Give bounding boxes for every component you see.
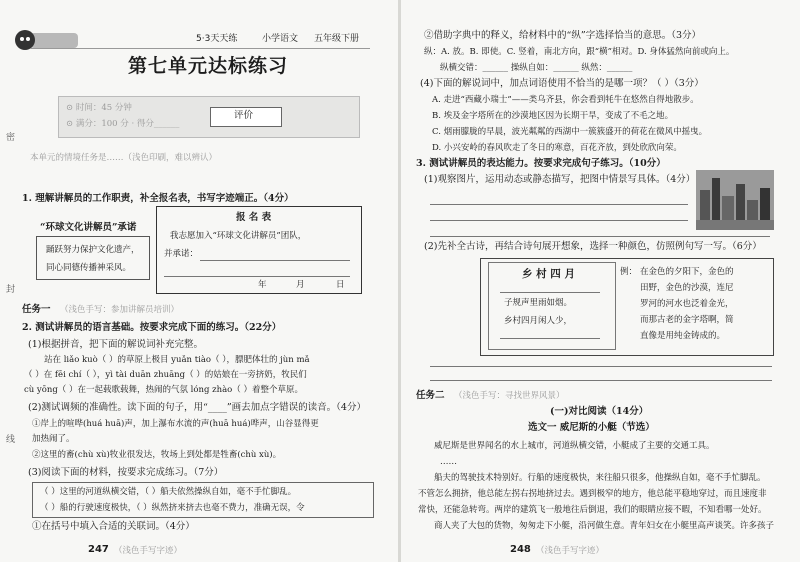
r-question-3: 3. 测试讲解员的表达能力。按要求完成句子练习。（10分） [416, 158, 666, 169]
question-2-2: (2)测试调频的准确性。读下面的句子，用“____”画去加点字错误的读音。（4分） [28, 402, 366, 413]
header-rule [30, 48, 370, 49]
right-page-number: 248 [510, 544, 531, 555]
example-line-3: 罗河的河水也泛着金光， [640, 299, 734, 309]
example-line-2: 田野，金色的沙漠，连尼 [640, 283, 734, 293]
question-2-1: (1)根据拼音，把下面的解说词补充完整。 [28, 339, 203, 350]
promise-line1: 踊跃努力保护文化遗产， [46, 245, 140, 255]
left-page-number: 247 [88, 544, 109, 555]
material-line-1: （ ）这里的河道纵横交错，（ ）船夫依然操纵自如，毫不手忙脚乱。 [40, 487, 297, 497]
poem-line-2: 乡村四月闲人少， [504, 316, 573, 326]
r-option-d: D. 小兴安岭的春风吹走了冬日的寒意，百花齐放，到处欣欣向荣。 [432, 143, 682, 153]
answer-line-1 [430, 204, 688, 205]
sentence-2: ②这里的畜(chù xù)牧业很发达，牧场上到处都是牲畜(chù xù)。 [32, 450, 282, 460]
example-label: 例： [620, 267, 638, 277]
page-title: 第七单元达标练习 [128, 55, 289, 77]
passage-ellipsis: …… [440, 457, 457, 467]
right-page [400, 0, 800, 562]
r-definitions: 纵：A. 放。B. 即使。C. 竖着，南北方向，跟“横”相对。D. 身体猛然向前或向上。 [424, 47, 735, 57]
example-line-4: 而那古老的金字塔啊，简 [640, 315, 734, 325]
answer-line-4 [430, 366, 772, 367]
r-option-b: B. 埃及金字塔所在的沙漠地区因为长期干旱，变成了不毛之地。 [432, 111, 674, 121]
poem-title: 乡 村 四 月 [522, 268, 575, 280]
task1-label: 任务一 [22, 304, 51, 315]
poem-line-1: 子规声里雨如烟。 [504, 298, 573, 308]
score-label: 评价 [234, 110, 254, 121]
header-grade: 五年级下册 [314, 34, 360, 44]
passage-par-4: 常快，还能急转弯。两岸的建筑飞一般地往后倒退，我们的眼睛应接不暇，不知看哪一处好。 [418, 505, 767, 515]
margin-mark-2: 封 [6, 285, 16, 295]
pinyin-line-2: （ ）在 fēi chí（ ），yì tài duān zhuāng（ ）的姑娘在一旁挤奶，牧民们 [24, 370, 307, 380]
answer-line-5 [430, 380, 772, 381]
form-blank-1 [200, 260, 350, 261]
pinyin-line-1: 站在 liǎo kuò（ ）的草原上极目 yuǎn tiào（ ），膘肥体壮的 jùn mǎ [44, 355, 310, 365]
task2-label: 任务二 [416, 390, 445, 401]
sentence-1: ①岸上的喧哗(huá huā)声，加上瀑布水流的声(huā huá)哗声，山谷显得更 [32, 419, 319, 429]
question-1: 1. 理解讲解员的工作职责，补全报名表，书写字迹端正。（4分） [22, 193, 294, 204]
poem-blank [500, 292, 600, 293]
r-blanks: 纵横交错：______ 操纵自如：______ 纵然：______ [440, 63, 633, 73]
answer-line-2 [430, 220, 688, 221]
city-photo-image [696, 170, 774, 230]
poem-blank-2 [500, 338, 600, 339]
question-2-3: (3)阅读下面的材料，按要求完成练习。（7分） [28, 467, 224, 478]
meta-score: ⊙ 满分：100 分 · 得分______ [66, 119, 180, 129]
form-day: 日 [336, 280, 345, 290]
form-month: 月 [296, 280, 305, 290]
intro-text: 本单元的情境任务是……（浅色印刷，难以辨认） [30, 153, 218, 163]
margin-mark: 密 [6, 133, 16, 143]
form-blank-2 [164, 276, 350, 277]
task2-subtitle: （浅色手写：寻找世界风景） [454, 391, 565, 401]
r-question-3-1: (1)观察图片，运用动态或静态描写，把图中情景写具体。（4分） [424, 174, 696, 185]
r-option-c: C. 烟雨朦胧的早晨，波光粼粼的西湖中一簇簇盛开的荷花在微风中摇曳。 [432, 127, 708, 137]
question-2: 2. 测试讲解员的语言基础。按要求完成下面的练习。（22分） [22, 322, 282, 333]
meta-time: ⊙ 时间：45 分钟 [66, 103, 132, 113]
pinyin-line-3: cù yōng（ ）在一起载歌载舞，热闹的气氛 lóng zhào（ ）着整个草原。 [24, 385, 303, 395]
sentence-1b: 加热闹了。 [32, 434, 75, 444]
promise-line2: 同心同德传播神采风。 [46, 263, 132, 273]
margin-mark-3: 线 [6, 435, 16, 445]
passage-par-1: 威尼斯是世界闻名的水上城市，河道纵横交错，小艇成了主要的交通工具。 [434, 441, 715, 451]
form-title: 报 名 表 [236, 212, 272, 223]
header-subject: 小学语文 [262, 34, 299, 44]
form-line2: 并承诺： [164, 249, 199, 259]
example-line-1: 在金色的夕阳下，金色的 [640, 267, 734, 277]
passage-par-3: 不管怎么拥挤，他总能左拐右拐地挤过去。遇到极窄的地方，他总能平稳地穿过，而且速度非 [418, 489, 767, 499]
form-year: 年 [258, 280, 267, 290]
header-brand: 5·3天天练 [196, 34, 238, 44]
material-line-2: （ ）船的行驶速度极快，（ ）纵然挤来挤去也毫不费力，准确无误，令 [40, 503, 305, 513]
selection-title: 选文一 威尼斯的小艇（节选） [528, 422, 655, 433]
question-2-3-1: ①在括号中填入合适的关联词。（4分） [32, 521, 195, 532]
promise-title: “环球文化讲解员”承诺 [40, 222, 137, 233]
passage-par-2: 船夫的驾驶技术特别好。行船的速度极快，来往船只很多，他操纵自如，毫不手忙脚乱。 [434, 473, 766, 483]
example-line-5: 直像是用纯金铸成的。 [640, 331, 726, 341]
left-footer: （浅色手写字迹） [114, 546, 183, 556]
r-option-a: A. 走进“西藏小瑞士”——类乌齐县，你会看到牦牛在悠然自得地散步。 [432, 95, 699, 105]
form-line1: 我志愿加入“环球文化讲解员”团队， [170, 231, 307, 241]
r-question-3-2: (2)先补全古诗，再结合诗句展开想象，选择一种颜色，仿照例句写一写。（6分） [424, 241, 762, 252]
task1-subtitle: （浅色手写：参加讲解员培训） [60, 305, 180, 315]
right-footer: （浅色手写字迹） [536, 546, 605, 556]
answer-line-3 [430, 236, 770, 237]
reading-title: (一)对比阅读（14分） [550, 406, 649, 417]
passage-par-5: 商人夹了大包的货物，匆匆走下小艇，沿河做生意。青年妇女在小艇里高声谈笑。许多孩子 [434, 521, 775, 531]
r-question-4: (4)下面的解说词中，加点词语使用不恰当的是哪一项？（ ）（3分） [420, 78, 704, 89]
r-question-2: ②借助字典中的释义，给材料中的“纵”字选择恰当的意思。（3分） [424, 30, 702, 41]
